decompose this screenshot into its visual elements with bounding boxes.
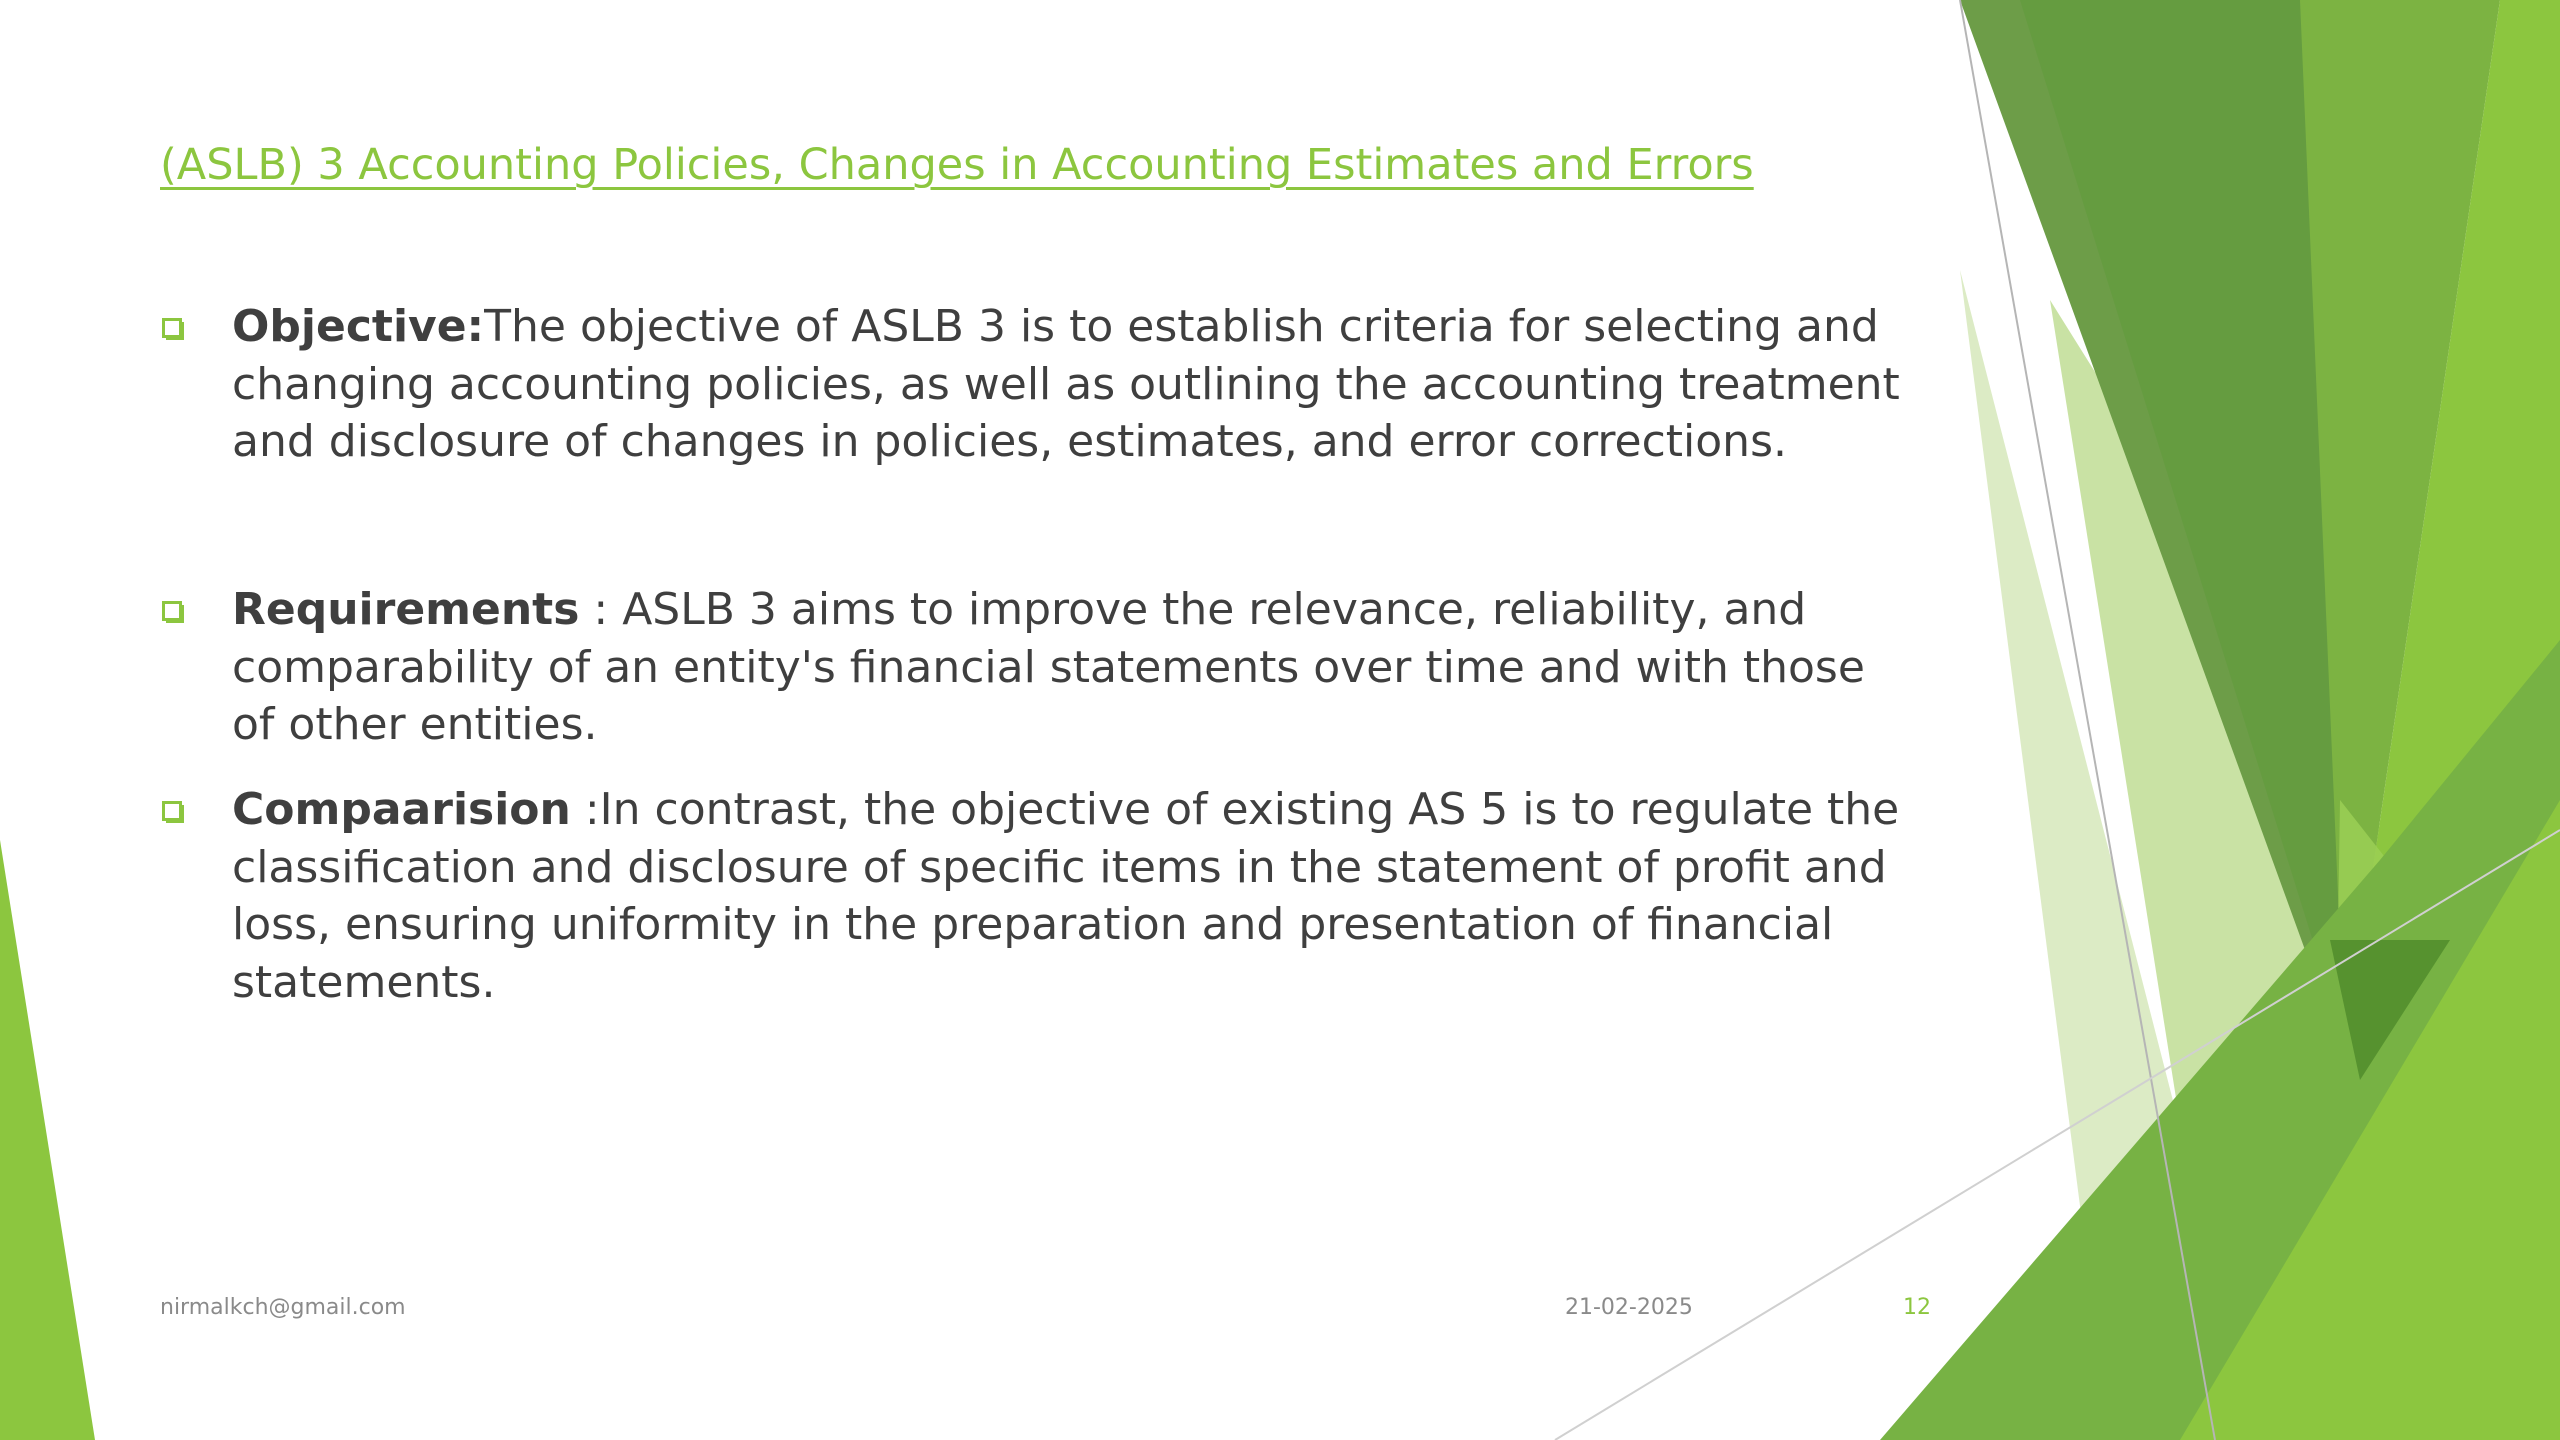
square-bullet-icon [160,599,188,627]
bullet-lead: Requirements [232,584,580,635]
footer-date: 21-02-2025 [1565,1295,1693,1320]
left-green-sliver [0,840,95,1440]
square-bullet-icon [160,316,188,344]
bullet-body: : ASLB 3 aims to improve the relevance, reliability, and comparability of an entity's financial statements over time and with those of other entities. [232,584,1865,750]
slide-title: (ASLB) 3 Accounting Policies, Changes in Accounting Estimates and Errors [160,140,1754,190]
bullet-text [232,781,1920,1011]
bullet-text [232,581,1920,754]
footer-page-number: 12 [1903,1295,1931,1320]
bullet-text [232,298,1920,471]
bullet-requirements [160,581,1920,754]
bullet-body: :In contrast, the objective of existing AS 5 is to regulate the classification and disclosure of specific items in the statement of profit and loss, ensuring uniformity in the preparation and presentation of financial statements. [232,784,1900,1008]
square-bullet-icon [160,799,188,827]
bullet-body: The objective of ASLB 3 is to establish criteria for selecting and changing accounting policies, as well as outlining the accounting treatment and disclosure of changes in policies, estimates, and error corrections. [232,301,1900,467]
bullet-objective [160,298,1920,471]
footer-email: nirmalkch@gmail.com [160,1295,406,1320]
bullet-lead: Objective: [232,301,485,352]
bullet-comparison [160,781,1920,1011]
bullet-lead: Compaarision [232,784,571,835]
